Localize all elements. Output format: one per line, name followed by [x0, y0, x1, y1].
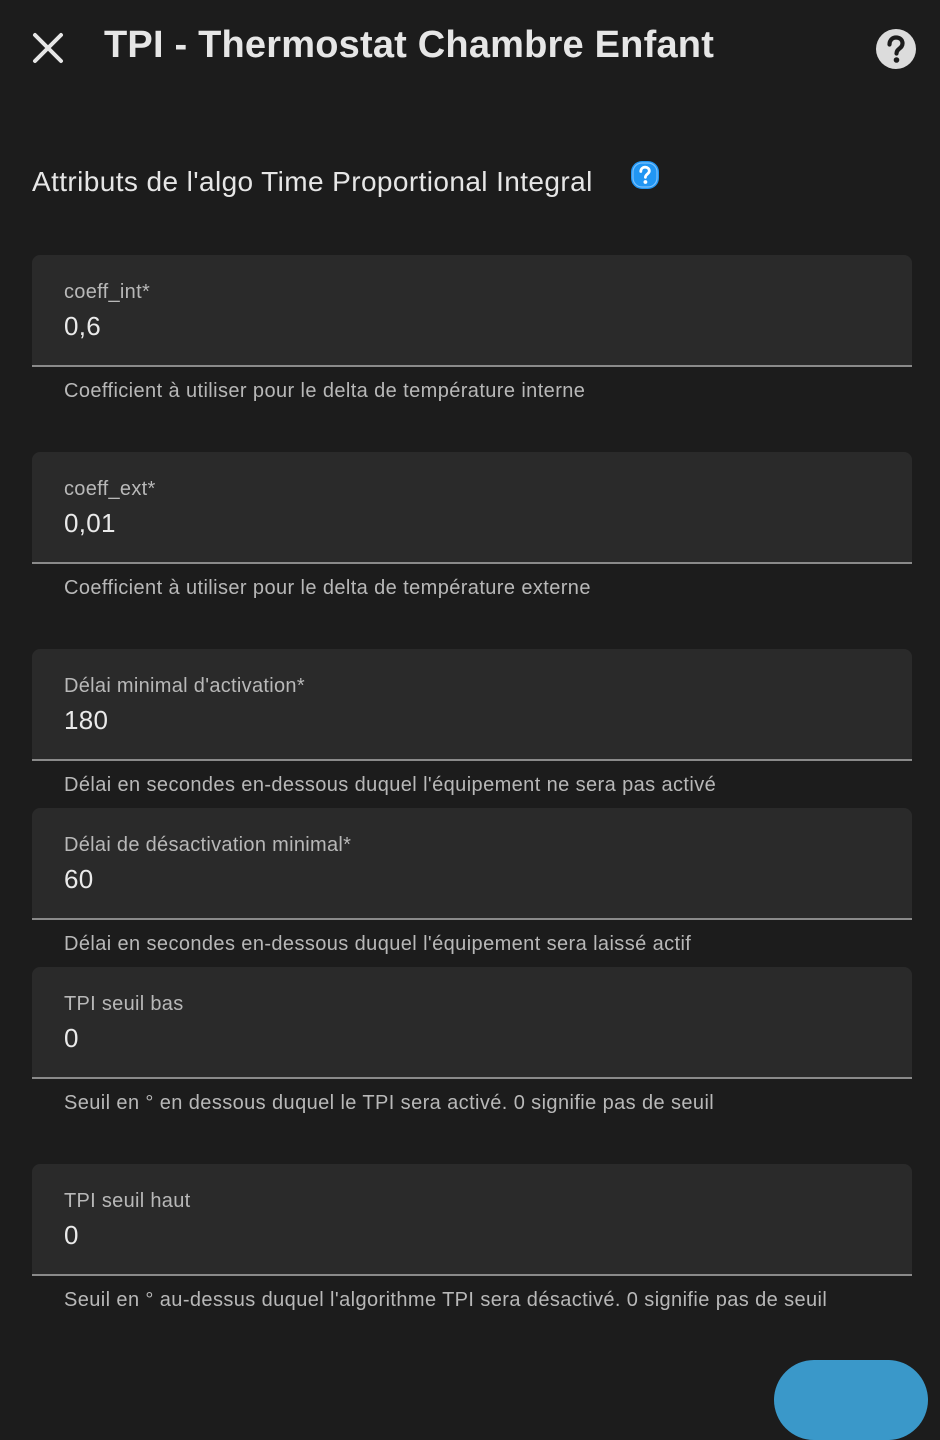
submit-button[interactable]: [774, 1360, 928, 1440]
min-deactivation-delay-helper: Délai en secondes en-dessous duquel l'équipement sera laissé actif: [64, 933, 692, 955]
min-activation-delay-helper: Délai en secondes en-dessous duquel l'équipement ne sera pas activé: [64, 774, 717, 796]
coeff-int-label: coeff_int*: [64, 281, 151, 303]
min-activation-delay-field[interactable]: [32, 649, 912, 761]
coeff-ext-field[interactable]: [32, 452, 912, 564]
tpi-low-threshold-helper: Seuil en ° en dessous duquel le TPI sera activé. 0 signifie pas de seuil: [64, 1092, 715, 1114]
tpi-high-threshold-input[interactable]: 0: [64, 1220, 79, 1250]
coeff-ext-helper: Coefficient à utiliser pour le delta de température externe: [64, 577, 591, 599]
dialog-header: [0, 0, 940, 100]
min-activation-delay-input[interactable]: 180: [64, 705, 109, 735]
tpi-high-threshold-label: TPI seuil haut: [64, 1190, 191, 1212]
coeff-ext-label: coeff_ext*: [64, 478, 156, 500]
tpi-high-threshold-helper: Seuil en ° au-dessus duquel l'algorithme TPI sera désactivé. 0 signifie pas de seuil: [64, 1289, 828, 1311]
tpi-high-threshold-field[interactable]: [32, 1164, 912, 1276]
min-activation-delay-label: Délai minimal d'activation*: [64, 675, 305, 697]
section-title: Attributs de l'algo Time Proportional Integral: [32, 166, 593, 197]
coeff-int-input[interactable]: 0,6: [64, 311, 102, 341]
help-circle-icon: [876, 29, 916, 69]
tpi-low-threshold-field[interactable]: [32, 967, 912, 1079]
tpi-low-threshold-label: TPI seuil bas: [64, 993, 184, 1015]
min-deactivation-delay-field[interactable]: [32, 808, 912, 920]
coeff-ext-input[interactable]: 0,01: [64, 508, 116, 538]
coeff-int-field[interactable]: [32, 255, 912, 367]
close-icon: [28, 28, 68, 68]
section-info-button[interactable]: [630, 160, 660, 190]
coeff-int-helper: Coefficient à utiliser pour le delta de température interne: [64, 380, 586, 402]
help-badge-icon: [630, 160, 660, 190]
min-deactivation-delay-label: Délai de désactivation minimal*: [64, 834, 352, 856]
min-deactivation-delay-input[interactable]: 60: [64, 864, 94, 894]
tpi-low-threshold-input[interactable]: 0: [64, 1023, 79, 1053]
close-button[interactable]: [28, 28, 68, 68]
dialog-title: TPI - Thermostat Chambre Enfant: [104, 24, 715, 66]
help-button[interactable]: [876, 29, 916, 69]
